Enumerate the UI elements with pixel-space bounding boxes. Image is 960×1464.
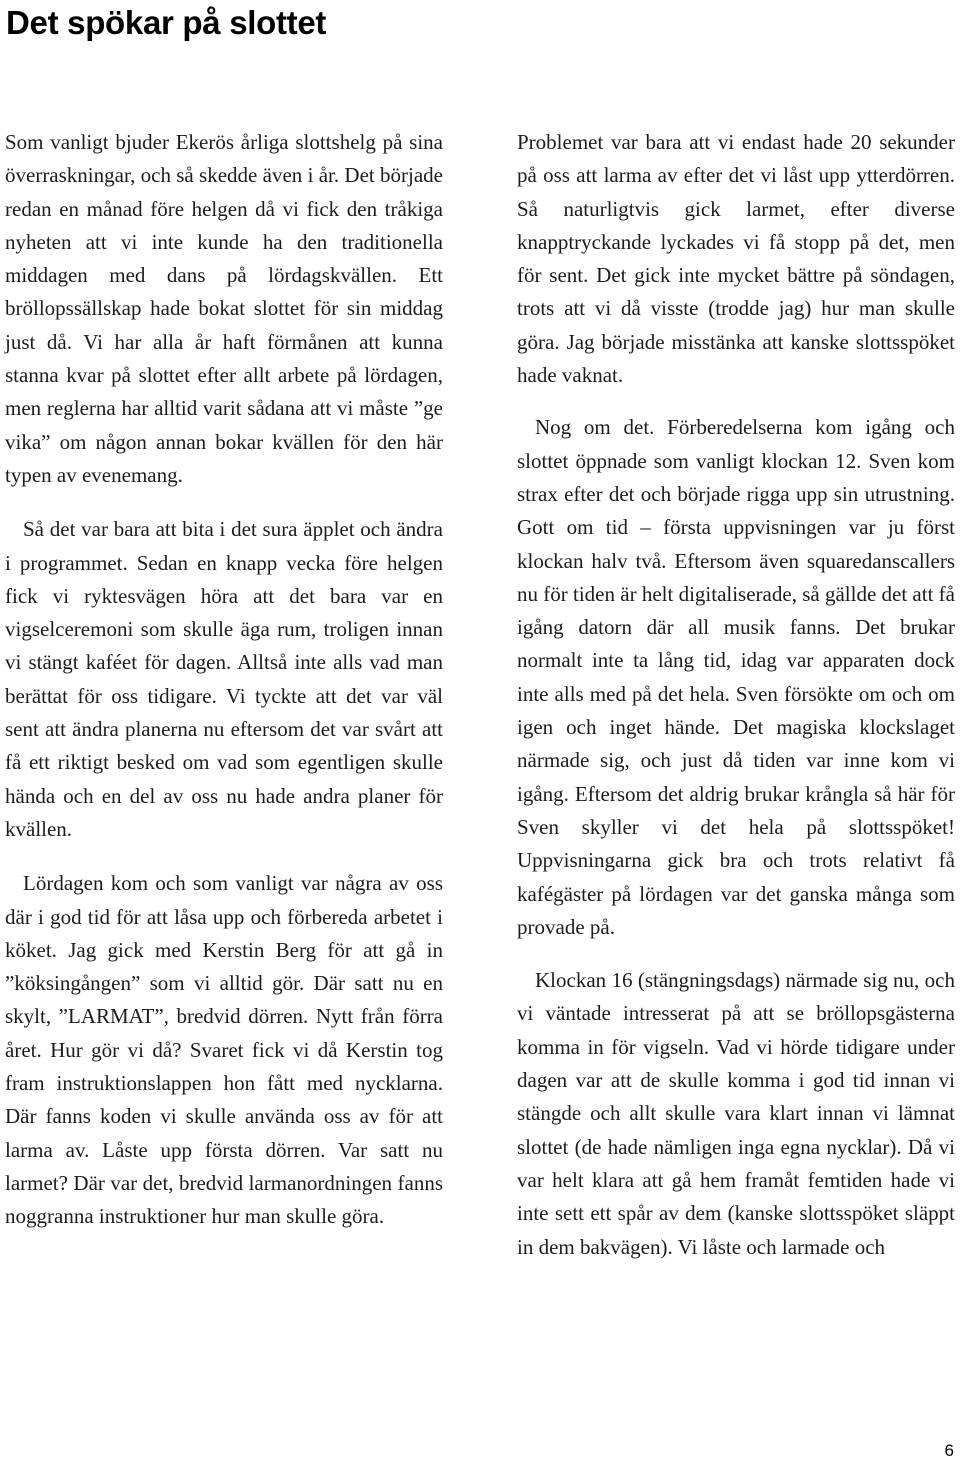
left-column [5, 126, 443, 1234]
paragraph: Nog om det. Förberedelserna kom igång och slottet öppnade som vanligt klockan 12. Sven kom strax efter det och började rigga upp sin utrustning. Gott om tid – första uppvisningen var ju först klockan halv två. Eftersom även squaredanscallers nu för tiden är helt digitaliserade, så gällde det att få igång datorn där all musik fanns. Det brukar normalt inte ta lång tid, idag var apparaten dock inte alls med på det hela. Sven försökte om och om igen och inget hände. Det magiska klockslaget närmade sig, och just då tiden var inne kom vi igång. Eftersom det aldrig brukar krångla så här för Sven skyller vi det hela på slottsspöket! Uppvisningarna gick bra och trots relativt få kafégäster på lördagen var det ganska många som provade på. [517, 415, 955, 939]
page-title: Det spökar på slottet [6, 4, 327, 41]
paragraph: Lördagen kom och som vanligt var några av oss där i god tid för att låsa upp och förbereda arbetet i köket. Jag gick med Kerstin Berg för att gå in ”köksingången” som vi alltid gör. Där satt nu en skylt, ”LARMAT”, bredvid dörren. Nytt från förra året. Hur gör vi då? Svaret fick vi då Kerstin tog fram instruktionslappen hon fått med nycklarna. Där fanns koden vi skulle använda oss av för att larma av. Låste upp första dörren. Var satt nu larmet? Där var det, bredvid larmanordningen fanns noggranna instruktioner hur man skulle göra. [5, 871, 443, 1229]
paragraph: Klockan 16 (stängningsdags) närmade sig nu, och vi väntade intresserat på att se bröllopsgästerna komma in för vigseln. Vad vi hörde tidigare under dagen var att de skulle komma i god tid innan vi stängde och allt skulle vara klart innan vi lämnat slottet (de hade nämligen inga egna nycklar). Då vi var helt klara att gå hem framåt femtiden hade vi inte sett ett spår av dem (kanske slottsspöket släppt in dem bakvägen). Vi låste och larmade och [517, 968, 955, 1259]
paragraph: Så det var bara att bita i det sura äpplet och ändra i programmet. Sedan en knapp vecka före helgen fick vi ryktesvägen höra att det bara var en vigselceremoni som skulle äga rum, troligen innan vi stängt kaféet för dagen. Alltså inte alls vad man berättat för oss tidigare. Vi tyckte att det var väl sent att ändra planerna nu eftersom det var svårt att få ett riktigt besked om vad som egentligen skulle hända och en del av oss nu hade andra planer för kvällen. [5, 517, 443, 841]
right-column [517, 126, 955, 1264]
page-number: 6 [944, 1441, 954, 1460]
paragraph: Som vanligt bjuder Ekerös årliga slottshelg på sina överraskningar, och så skedde även i år. Det började redan en månad före helgen då vi fick den tråkiga nyheten att vi inte kunde ha den traditionella middagen med dans på lördagskvällen. Ett bröllopssällskap hade bokat slottet för sin middag just då. Vi har alla år haft förmånen att kunna stanna kvar på slottet efter allt arbete på lördagen, men reglerna har alltid varit sådana att vi måste ”ge vika” om någon annan bokar kvällen för den här typen av evenemang. [5, 130, 443, 487]
paragraph: Problemet var bara att vi endast hade 20 sekunder på oss att larma av efter det vi låst upp ytterdörren. Så naturligtvis gick larmet, efter diverse knapptryckande lyckades vi få stopp på det, men för sent. Det gick inte mycket bättre på söndagen, trots att vi då visste (trodde jag) hur man skulle göra. Jag började misstänka att kanske slottsspöket hade vaknat. [517, 130, 955, 388]
